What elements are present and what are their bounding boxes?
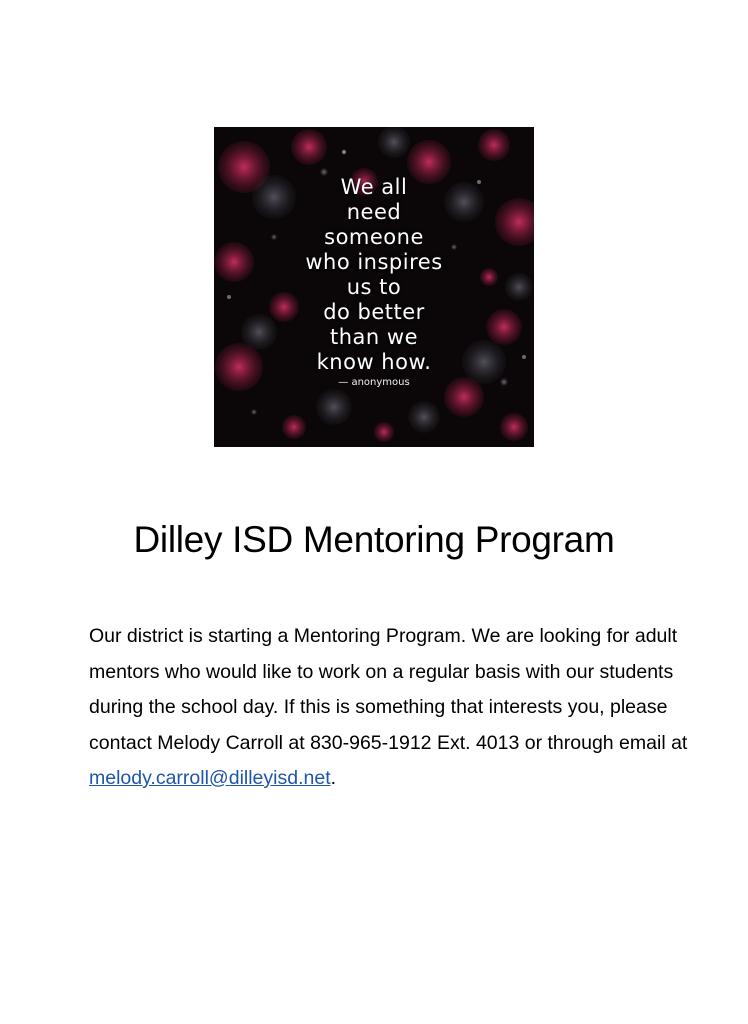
body-paragraph [89,619,689,797]
quote-line: do better [323,300,425,324]
quote-line: us to [346,275,402,299]
quote-attribution: — anonymous [338,377,410,388]
email-link[interactable]: melody.carroll@dilleyisd.net [89,767,331,789]
quote-text [214,175,534,375]
quote-line: need [346,200,402,224]
quote-line: someone [324,225,424,249]
body-trailing: . [330,767,337,789]
quote-image [214,127,534,447]
quote-line: who inspires [305,250,443,274]
page-title: Dilley ISD Mentoring Program [133,519,615,560]
body-text: Our district is starting a Mentoring Program. We are looking for adult mentors who would like to work on a regular basis with our students during the school day. If this is something that interests you, please contact Melody Carroll at 830-965-1912 Ext. 4013 or through email at [89,625,688,754]
quote-line: know how. [316,350,432,374]
quote-line: than we [330,325,418,349]
quote-line: We all [340,175,408,199]
